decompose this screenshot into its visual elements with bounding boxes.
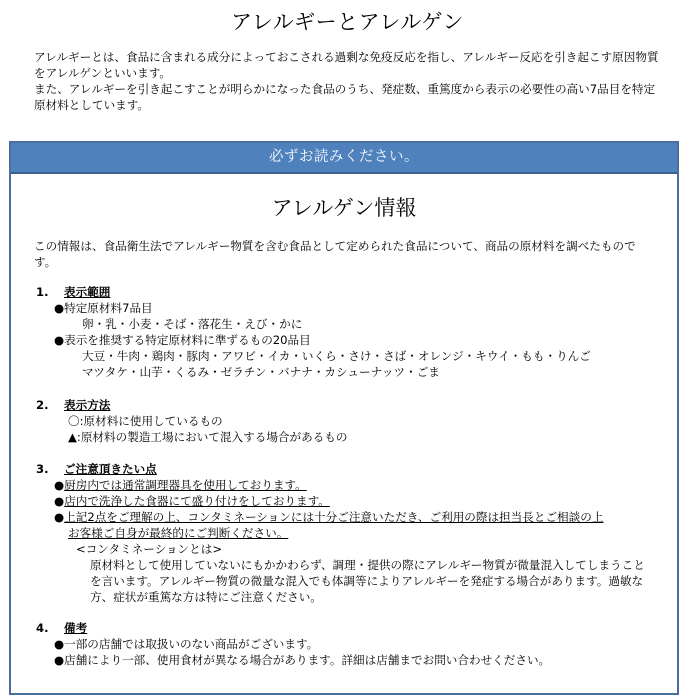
- bullet-icon: ●: [54, 510, 65, 524]
- notice-intro: この情報は、食品衛生法でアレルギー物質を含む食品として定められた食品について、商品の原材料を調べたものです。: [34, 239, 636, 269]
- section-number: 2.: [36, 398, 49, 412]
- legend-item: ▲:原材料の製造工場において混入する場合があるもの: [68, 430, 348, 444]
- bullet-icon: ●: [54, 494, 65, 508]
- section-number: 1.: [36, 285, 49, 299]
- section-remarks: [34, 620, 674, 668]
- section-number: 3.: [36, 462, 49, 476]
- section-heading: [34, 461, 674, 477]
- bullet-icon: ●: [54, 478, 65, 492]
- intro-text: [34, 49, 664, 113]
- section-title: 表示範囲: [64, 285, 111, 299]
- section-title: ご注意頂きたい点: [64, 462, 157, 476]
- list-item-detail: 卵・乳・小麦・そば・落花生・えび・かに: [82, 317, 303, 331]
- list-item: ●一部の店舗では取扱いのない商品がございます。: [54, 637, 319, 651]
- section-heading: [34, 284, 674, 300]
- list-item: ●店舗により一部、使用食材が異なる場合があります。詳細は店舗までお問い合わせください。: [54, 653, 551, 667]
- list-item: [34, 509, 674, 525]
- intro-paragraph-2: また、アレルギーを引き起こすことが明らかになった食品のうち、発症数、重篤度から表示の必要性の高い7品目を特定原材料としています。: [34, 82, 656, 112]
- list-item-text: 上記2点をご理解の上、コンタミネーションには十分ご注意いただき、ご利用の際は担当長とご相談の上: [64, 510, 604, 524]
- page-title: アレルギーとアレルゲン: [231, 10, 464, 34]
- list-item-detail: 大豆・牛肉・鶏肉・豚肉・アワビ・イカ・いくら・さけ・さば・オレンジ・キウイ・もも・りんご: [82, 349, 591, 363]
- list-item: ●特定原材料7品目: [54, 301, 153, 315]
- list-item-text: 厨房内では通常調理器具を使用しております。: [64, 478, 307, 492]
- list-item: ●表示を推奨する特定原材料に準ずるもの20品目: [54, 333, 311, 347]
- section-heading: [34, 397, 674, 413]
- legend-item: 〇:原材料に使用しているもの: [68, 414, 223, 428]
- section-display-method: [34, 397, 674, 445]
- section-cautions: [34, 461, 674, 605]
- list-item-detail: マツタケ・山芋・くるみ・ゼラチン・バナナ・カシューナッツ・ごま: [82, 365, 440, 379]
- contamination-note-body: 原材料として使用していないにもかかわらず、調理・提供の際にアレルギー物質が微量混入してしまうことを言います。アレルギー物質の微量な混入でも体調等によりアレルギーを発症する場合があります。過敏な方、症状が重篤な方は特にご注意ください。: [90, 558, 645, 604]
- list-item-text: お客様ご自身が最終的にご判断ください。: [68, 526, 289, 540]
- section-display-scope: [34, 284, 674, 380]
- section-heading: [34, 620, 674, 636]
- section-title: 備考: [64, 621, 88, 635]
- list-item-text: 店内で洗浄した食器にて盛り付けをしております。: [64, 494, 330, 508]
- section-number: 4.: [36, 621, 49, 635]
- notice-title: アレルゲン情報: [271, 196, 417, 220]
- list-item: [34, 477, 674, 493]
- notice-header: 必ずお読みください。: [11, 143, 677, 174]
- list-item: [34, 493, 674, 509]
- intro-paragraph-1: アレルギーとは、食品に含まれる成分によっておこされる過剰な免疫反応を指し、アレルギー反応を引き起こす原因物質をアレルゲンといいます。: [34, 50, 659, 80]
- contamination-note-label: <コンタミネーションとは>: [76, 542, 223, 556]
- allergen-notice-box: [9, 141, 679, 695]
- list-item-continuation: [34, 525, 674, 541]
- section-title: 表示方法: [64, 398, 111, 412]
